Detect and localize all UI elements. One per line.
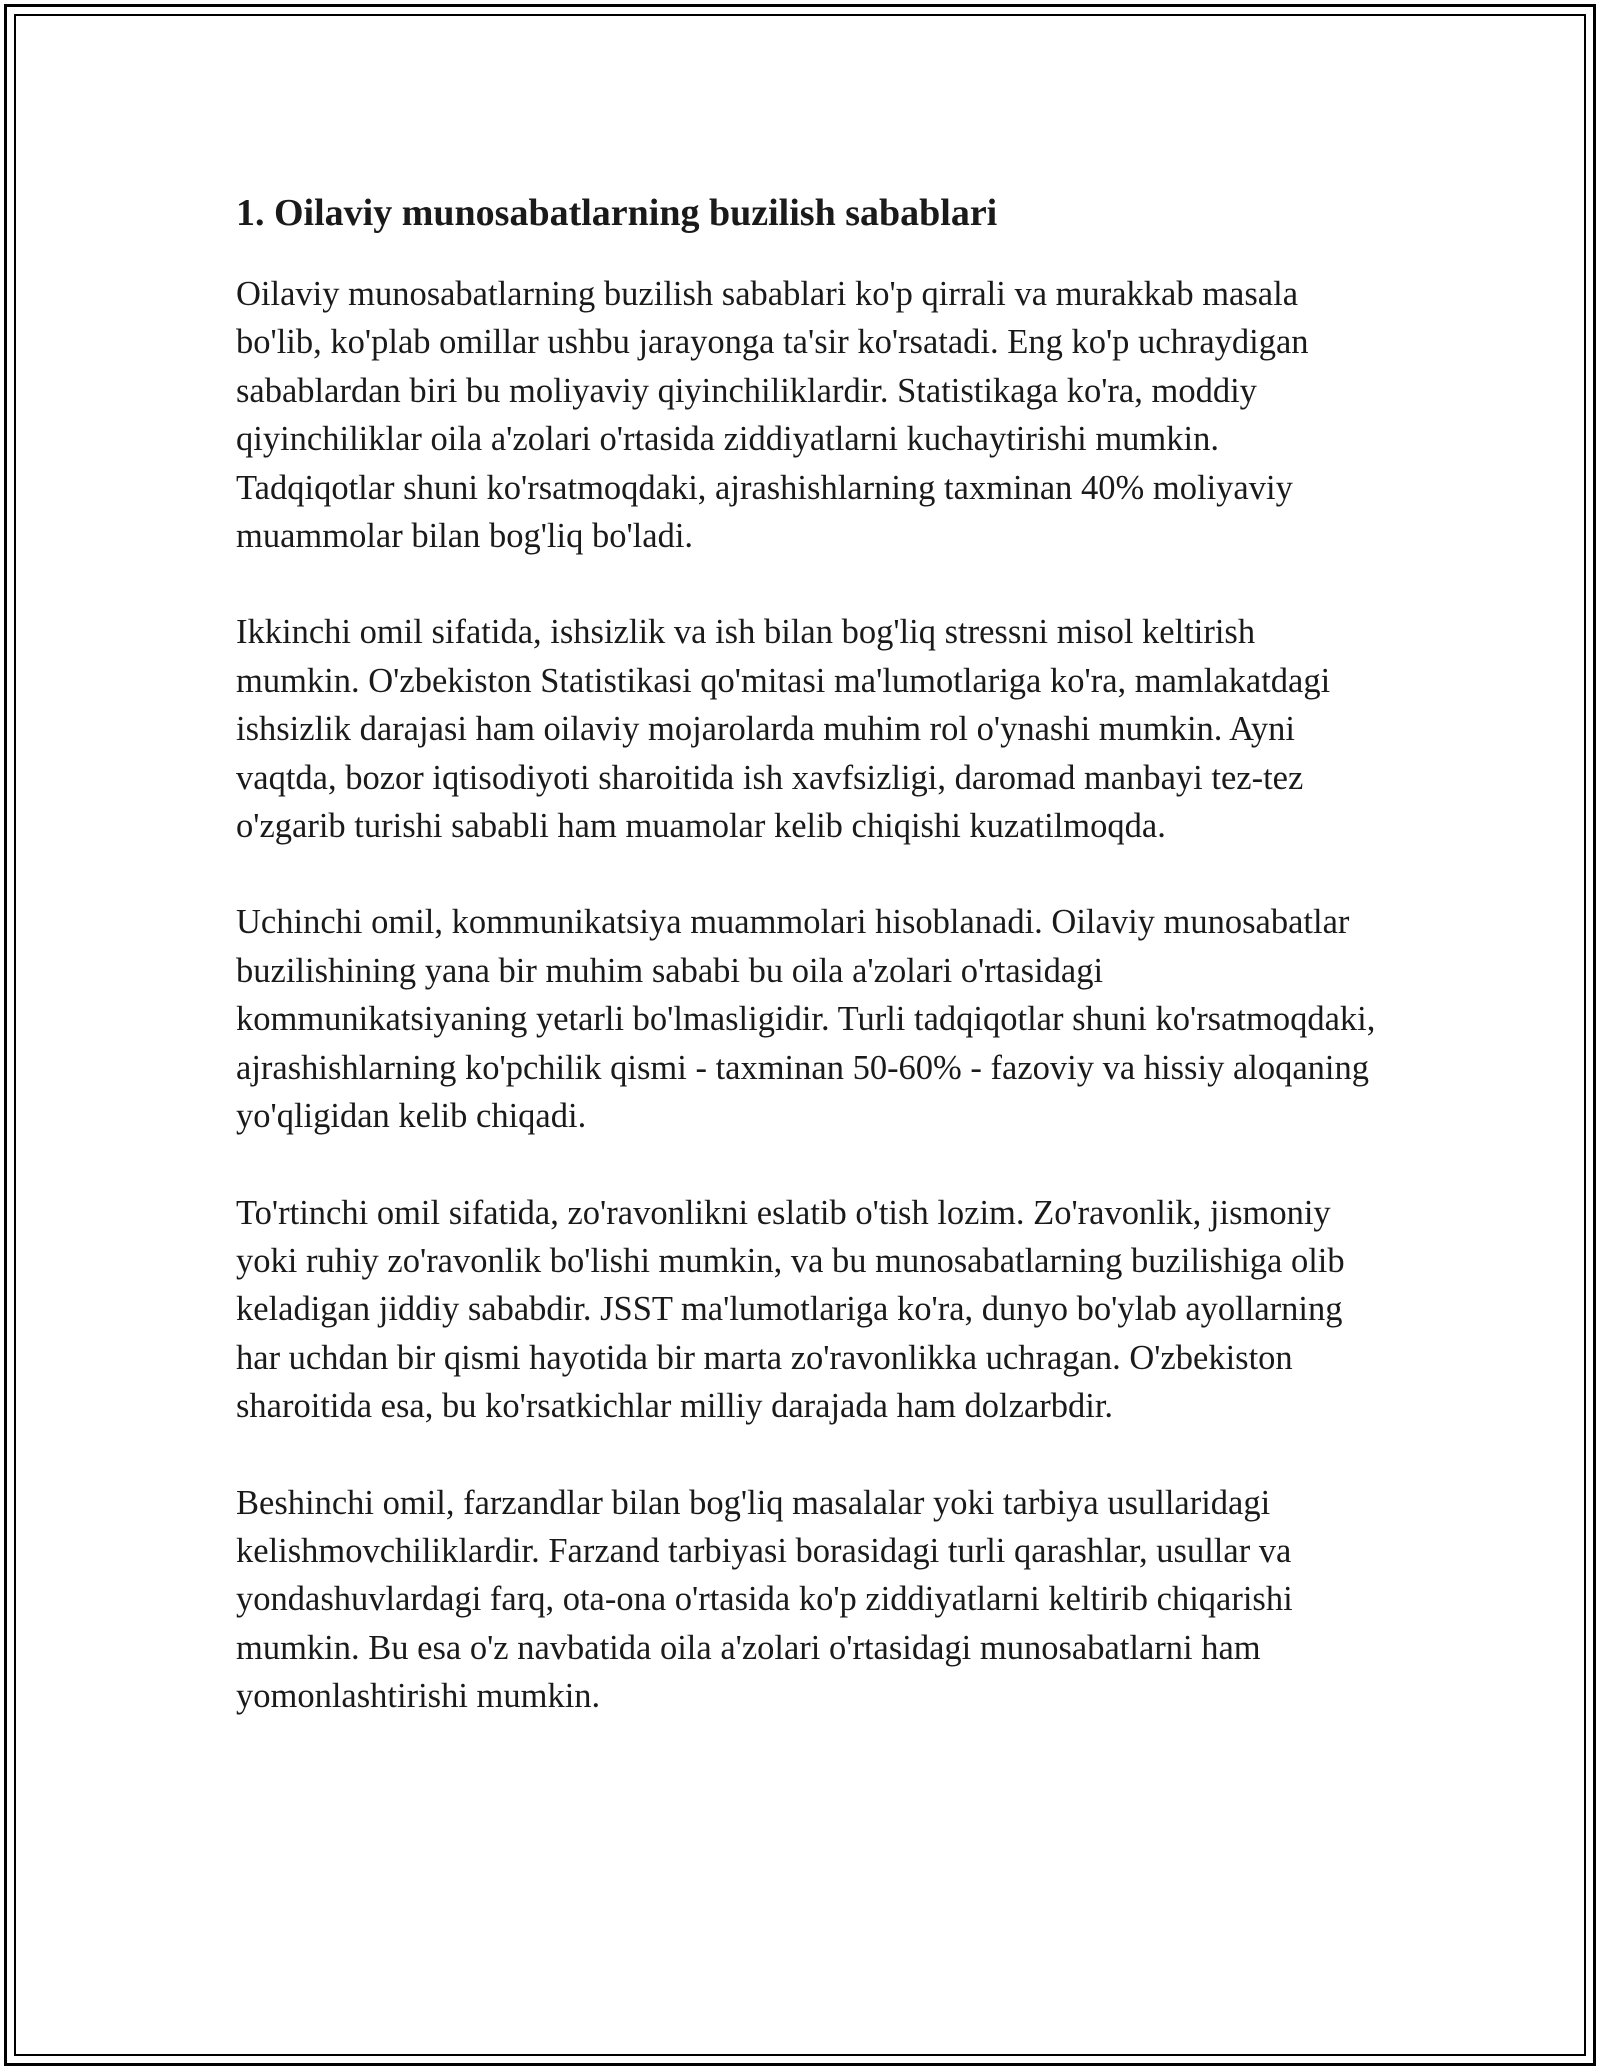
paragraph-financial-difficulties: Oilaviy munosabatlarning buzilish sabablari ko'p qirrali va murakkab masala bo'lib, ko'plab omillar ushbu jarayonga ta'sir ko'rsatadi. Eng ko'p uchraydigan sabablardan biri bu moliyaviy qiyinchiliklardir. Statistikaga ko'ra, moddiy qiyinchiliklar oila a'zolari o'rtasida ziddiyatlarni kuchaytirishi mumkin. Tadqiqotlar shuni ko'rsatmoqdaki, ajrashishlarning taxminan 40% moliyaviy muammolar bilan bog'liq bo'ladi.	[236, 275, 1309, 556]
paragraph-unemployment: Ikkinchi omil sifatida, ishsizlik va ish bilan bog'liq stressni misol keltirish mumkin. O'zbekiston Statistikasi qo'mitasi ma'lumotlariga ko'ra, mamlakatdagi ishsizlik darajasi ham oilaviy mojarolarda muhim rol o'ynashi mumkin. Ayni vaqtda, bozor iqtisodiyoti sharoitida ish xavfsizligi, daromad manbayi tez-tez o'zgarib turishi sababli ham muamolar kelib chiqishi kuzatilmoqda.	[236, 613, 1331, 846]
paragraph-parenting: Beshinchi omil, farzandlar bilan bog'liq masalalar yoki tarbiya usullaridagi kelishmovchiliklardir. Farzand tarbiyasi borasidagi turli qarashlar, usullar va yondashuvlardagi farq, ota-ona o'rtasida ko'p ziddiyatlarni keltirib chiqarishi mumkin. Bu esa o'z navbatida oila a'zolari o'rtasidagi munosabatlarni ham yomonlashtirishi mumkin.	[236, 1483, 1293, 1716]
paragraph-communication: Uchinchi omil, kommunikatsiya muammolari hisoblanadi. Oilaviy munosabatlar buzilishining yana bir muhim sababi bu oila a'zolari o'rtasidagi kommunikatsiyaning yetarli bo'lmasligidir. Turli tadqiqotlar shuni ko'rsatmoqdaki, ajrashishlarning ko'pchilik qismi - taxminan 50-60% - fazoviy va hissiy aloqaning yo'qligidan kelib chiqadi.	[236, 903, 1376, 1136]
paragraph-violence: To'rtinchi omil sifatida, zo'ravonlikni eslatib o'tish lozim. Zo'ravonlik, jismoniy yoki ruhiy zo'ravonlik bo'lishi mumkin, va bu munosabatlarning buzilishiga olib keladigan jiddiy sababdir. JSST ma'lumotlariga ko'ra, dunyo bo'ylab ayollarning har uchdan bir qismi hayotida bir marta zo'ravonlikka uchragan. O'zbekiston sharoitida esa, bu ko'rsatkichlar milliy darajada ham dolzarbdir.	[236, 1193, 1345, 1426]
section-heading: 1. Oilaviy munosabatlarning buzilish sabablari	[236, 192, 998, 234]
document-body	[236, 186, 1376, 1769]
